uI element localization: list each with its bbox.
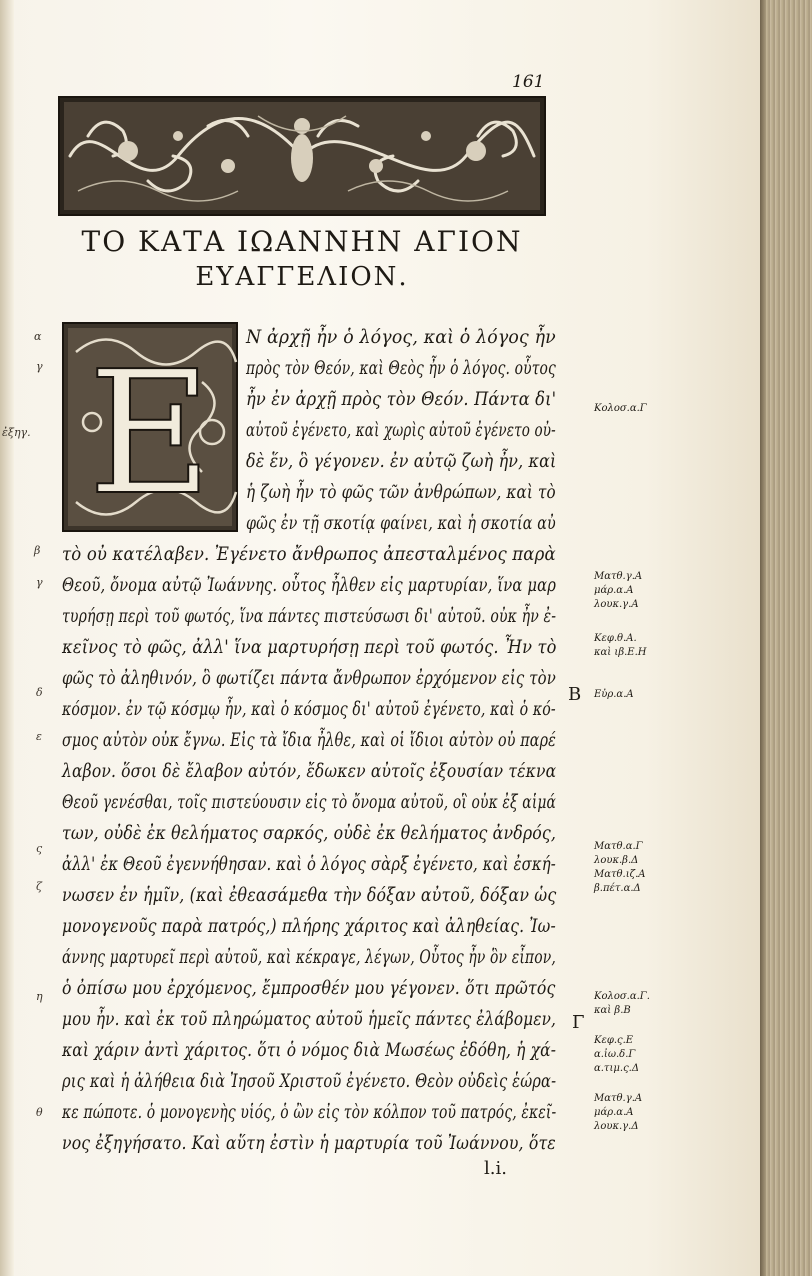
section-letter-b: Β — [568, 684, 582, 705]
text-line: κεῖνος τὸ φῶς, ἀλλ' ἵνα μαρτυρήσῃ περὶ τοῦ φωτός. Ἦν τὸ — [62, 636, 557, 658]
text-line: λαβον. ὅσοι δὲ ἔλαβον αὐτόν, ἔδωκεν αὐτοῖς ἐξουσίαν τέκνα — [62, 760, 557, 782]
text-line: τὸ οὐ κατέλαβεν. Ἐγένετο ἄνθρωπος ἀπεσταλμένος παρὰ — [62, 543, 556, 565]
heading-line-2: ΕΥΑΓΓΕΛΙΟΝ. — [195, 262, 409, 292]
page-number: 161 — [512, 72, 545, 92]
text-line: νωσεν ἐν ἡμῖν, (καὶ ἐθεασάμεθα τὴν δόξαν αὐτοῦ, δόξαν ὡς — [62, 884, 557, 906]
signature-mark: l.i. — [484, 1158, 507, 1179]
sidenote: Κεφ.ς.Ε α.ἰω.δ.Γ α.τιμ.ς.Δ — [594, 1035, 640, 1074]
verse-mark: ς — [36, 842, 43, 855]
text-line: ρις καὶ ἡ ἀλήθεια διὰ Ἰησοῦ Χριστοῦ ἐγένετο. Θεὸν οὐδεὶς ἑώρα- — [62, 1070, 557, 1092]
sidenote: Ματθ.γ.Α μάρ.α.Α λουκ.γ.Α — [594, 571, 643, 610]
sidenote: Εὐρ.α.Α — [594, 689, 634, 700]
verse-mark: β — [34, 544, 41, 557]
gutter-shadow — [0, 0, 14, 1276]
text-line: ἡ ζωὴ ἦν τὸ φῶς τῶν ἀνθρώπων, καὶ τὸ — [246, 481, 556, 503]
text-line: μου ἦν. καὶ ἐκ τοῦ πληρώματος αὐτοῦ ἡμεῖς πάντες ἐλάβομεν, — [62, 1008, 557, 1030]
text-line: πρὸς τὸν Θεόν, καὶ Θεὸς ἦν ὁ λόγος. οὗτος — [246, 357, 556, 379]
text-line: μονογενοῦς παρὰ πατρός,) πλήρης χάριτος καὶ ἀληθείας. Ἰω- — [62, 915, 556, 937]
heading-line-1: ΤΟ ΚΑΤΑ ΙΩΑΝΝΗΝ ΑΓΙΟΝ — [81, 225, 523, 258]
verse-mark: ζ — [36, 880, 42, 893]
verse-mark: δ — [36, 686, 43, 699]
text-line: αὐτοῦ ἐγένετο, καὶ χωρὶς αὐτοῦ ἐγένετο οὐ- — [246, 419, 556, 441]
text-line: σμος αὐτὸν οὐκ ἔγνω. Εἰς τὰ ἴδια ἦλθε, καὶ οἱ ἴδιοι αὐτὸν οὐ παρέ — [62, 729, 556, 751]
text-line: κε πώποτε. ὁ μονογενὴς υἱός, ὁ ὢν εἰς τὸν κόλπον τοῦ πατρός, ἐκεῖ- — [62, 1101, 557, 1123]
section-letter-g: Γ — [572, 1012, 585, 1033]
text-line: ἀλλ' ἐκ Θεοῦ ἐγεννήθησαν. καὶ ὁ λόγος σὰρξ ἐγένετο, καὶ ἐσκή- — [62, 853, 556, 875]
page-edges — [760, 0, 812, 1276]
text-line: Θεοῦ, ὄνομα αὐτῷ Ἰωάννης. οὗτος ἦλθεν εἰς μαρτυρίαν, ἵνα μαρ — [62, 574, 557, 596]
verse-mark: γ — [36, 576, 43, 589]
sidenote: Ματθ.α.Γ λουκ.β.Δ Ματθ.ιζ.Α β.πέτ.α.Δ — [594, 841, 646, 894]
text-line: δὲ ἕν, ὃ γέγονεν. ἐν αὐτῷ ζωὴ ἦν, καὶ — [246, 450, 557, 472]
text-line: νος ἐξηγήσατο. Καὶ αὕτη ἐστὶν ἡ μαρτυρία τοῦ Ἰωάννου, ὅτε — [62, 1132, 556, 1154]
verse-mark: α — [34, 330, 42, 343]
ornamental-headpiece — [58, 96, 546, 216]
text-line: άννης μαρτυρεῖ περὶ αὐτοῦ, καὶ κέκραγε, λέγων, Οὗτος ἦν ὃν εἶπον, — [62, 946, 556, 968]
text-line: καὶ χάριν ἀντὶ χάριτος. ὅτι ὁ νόμος διὰ Μωσέως ἐδόθη, ἡ χά- — [62, 1039, 557, 1061]
text-line: φῶς τὸ ἀληθινόν, ὃ φωτίζει πάντα ἄνθρωπον ἐρχόμενον εἰς τὸν — [62, 667, 556, 689]
text-line: ἦν ἐν ἀρχῇ πρὸς τὸν Θεόν. Πάντα δι' — [246, 388, 557, 410]
sidenote: Κεφ.θ.Α. καὶ ιβ.Ε.Η — [594, 633, 647, 658]
text-line: φῶς ἐν τῇ σκοτίᾳ φαίνει, καὶ ἡ σκοτία αὐ — [246, 512, 556, 534]
verse-mark: γ — [36, 360, 43, 373]
decorated-initial — [62, 322, 238, 532]
verse-mark: ε — [36, 730, 42, 743]
text-line: των, οὐδὲ ἐκ θελήματος σαρκός, οὐδὲ ἐκ θελήματος ἀνδρός, — [62, 822, 557, 844]
text-line: κόσμον. ἐν τῷ κόσμῳ ἦν, καὶ ὁ κόσμος δι' αὐτοῦ ἐγένετο, καὶ ὁ κό- — [62, 698, 556, 720]
initial-letter: Ε — [87, 335, 213, 532]
sidenote: Κολοσ.α.Γ. καὶ β.Β — [594, 991, 650, 1016]
sidenote: Κολοσ.α.Γ — [594, 403, 647, 414]
text-line: τυρήσῃ περὶ τοῦ φωτός, ἵνα πάντες πιστεύσωσι δι' αὐτοῦ. οὐκ ἦν ἐ- — [62, 605, 557, 627]
verse-mark: η — [36, 990, 43, 1003]
sidenote: Ματθ.γ.Α μάρ.α.Α λουκ.γ.Δ — [594, 1093, 643, 1132]
verse-mark: ἐξηγ. — [2, 426, 31, 439]
verse-mark: θ — [36, 1106, 43, 1119]
text-line: ὁ ὀπίσω μου ἐρχόμενος, ἔμπροσθέν μου γέγονεν. ὅτι πρῶτός — [62, 977, 556, 999]
text-line: Θεοῦ γενέσθαι, τοῖς πιστεύουσιν εἰς τὸ ὄνομα αὐτοῦ, οἳ οὐκ ἐξ αἱμά — [62, 791, 557, 813]
text-line: Ν ἀρχῇ ἦν ὁ λόγος, καὶ ὁ λόγος ἦν — [246, 326, 556, 348]
